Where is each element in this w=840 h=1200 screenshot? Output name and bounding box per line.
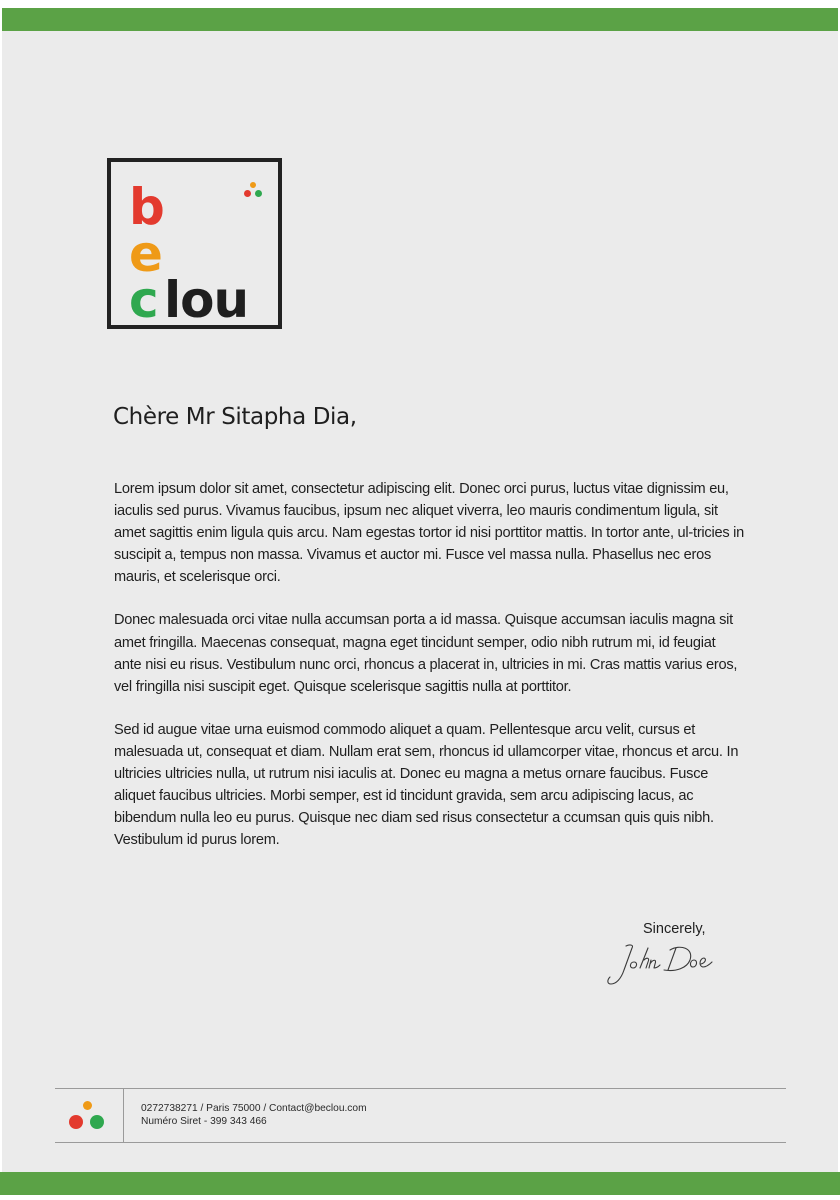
handwritten-signature [604,940,718,990]
top-accent-bar [0,8,840,31]
footer-rule-top [55,1088,786,1089]
letter-closing: Sincerely, [643,921,706,937]
page-edge-left [0,0,2,1200]
footer-siret-line: Numéro Siret - 399 343 466 [141,1116,267,1127]
letter-body [114,478,746,872]
logo-letters-lou: lou [164,271,249,329]
letter-paragraph-1: Lorem ipsum dolor sit amet, consectetur adipiscing elit. Donec orci purus, luctus vitae dignissim eu, iaculis sed purus. Vivamus faucibus, ipsum nec aliquet viverra, leo mauris condimentum ligula, sit amet sagittis enim ligula quis arcu. Nam egestas tortor id nisi porttitor mattis. In tortor ante, ul-tricies in suscipit a, tempus non massa. Vivamus et auctor mi. Fusce vel massa nulla. Phasellus nec eros mauris, et scelerisque orci. [114,481,745,586]
top-margin [0,0,840,8]
letter-paragraph-3: Sed id augue vitae urna euismod commodo aliquet a quam. Pellentesque arcu velit, cursus et malesuada ut, consequat et diam. Nullam erat sem, rhoncus id ullamcorper vitae, rhoncus et arcu. In ultricies ultricies nulla, ut rutrum nisi iaculis at. Donec eu magna a metus ornare faucibus. Fusce aliquet faucibus ultricies. Morbi semper, est id tincidunt gravida, sem arcu adipiscing lacus, ac bibendum nulla leo eu purus. Quisque nec diam sed risus consectetur a ccumsan quis quis nibh. Vestibulum id purus lorem. [114,721,739,849]
bottom-accent-bar [0,1172,840,1195]
letter-paragraph-2: Donec malesuada orci vitae nulla accumsan porta a id massa. Quisque accumsan iaculis magna sit amet fringilla. Maecenas consequat, magna eget tincidunt semper, odio nibh rutrum mi, id feugiat ante nisi eu risus. Vestibulum nunc orci, rhoncus a placerat in, ultricies in mi. Cras mattis varius eros, vel fringilla nisi suscipit eget. Quisque scelerisque sagittis nulla at porttitor. [114,612,738,695]
logo-letter-e: e [129,225,163,283]
logo-letter-c: c [129,271,159,329]
logo-letter-b: b [129,178,165,236]
bottom-margin [0,1195,840,1200]
logo-dots-icon [243,182,265,200]
letter-greeting: Chère Mr Sitapha Dia, [113,404,357,430]
footer-contact-info [141,1102,367,1128]
footer-rule-bottom [55,1142,786,1143]
brand-logo [107,158,282,329]
footer-divider [123,1088,124,1143]
footer-contact-line: 0272738271 / Paris 75000 / Contact@beclou.com [141,1103,367,1114]
footer-logo-dots-icon [68,1101,108,1133]
